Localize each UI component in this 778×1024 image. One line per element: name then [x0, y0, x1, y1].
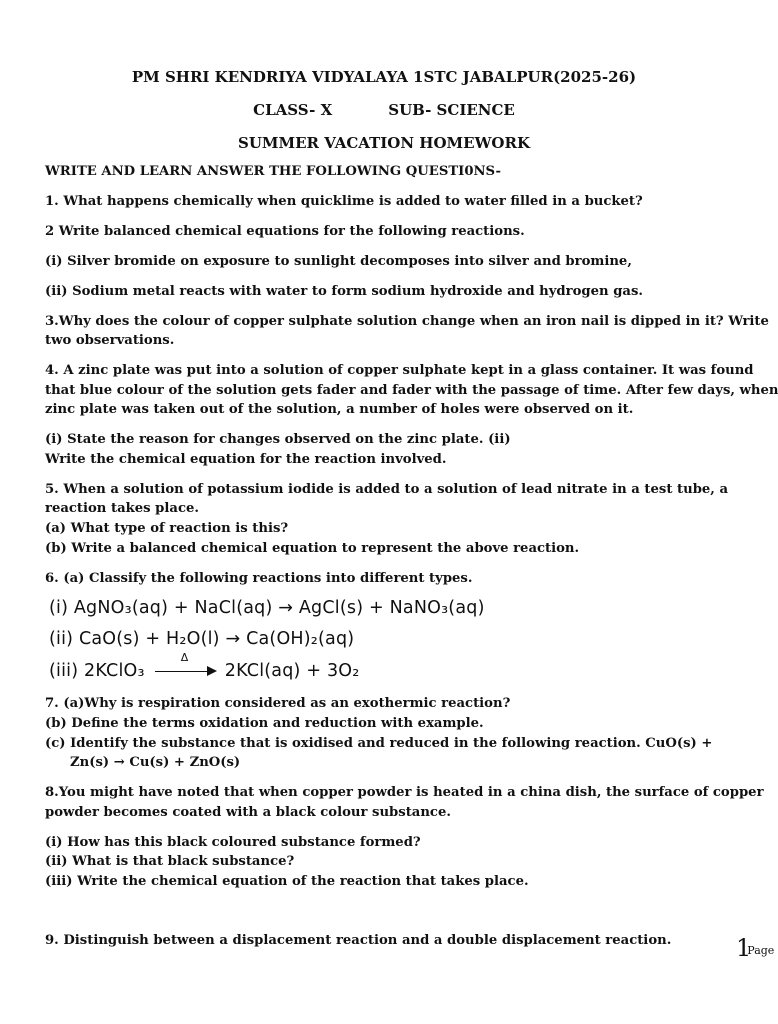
school-heading: PM SHRI KENDRIYA VIDYALAYA 1STC JABALPUR(2025-26) [131, 68, 637, 86]
question-7-part-b: (b) Define the terms oxidation and reduction with example. [45, 716, 484, 731]
question-4-line-2: that blue colour of the solution gets fader and fader with the passage of time. After few days, when [45, 383, 778, 398]
question-5-line-2: reaction takes place. [45, 501, 199, 516]
heat-arrow-icon [155, 651, 217, 678]
question-5-line-1: 5. When a solution of potassium iodide is added to a solution of lead nitrate in a test tube, a [45, 482, 729, 497]
question-2: 2 Write balanced chemical equations for the following reactions. [45, 224, 525, 239]
page-footer [736, 934, 778, 962]
question-3-line-1: 3.Why does the colour of copper sulphate solution change when an iron nail is dipped in it? Write [45, 314, 769, 329]
question-1: 1. What happens chemically when quicklime is added to water filled in a bucket? [45, 194, 643, 209]
subject-label: SUB- SCIENCE [388, 101, 515, 119]
equation-3-products: 2KCl(aq) + 3O₂ [224, 661, 360, 681]
question-7-part-c-equation: Zn(s) → Cu(s) + ZnO(s) [70, 755, 241, 770]
question-5-part-a: (a) What type of reaction is this? [45, 521, 289, 536]
question-2-part-i: (i) Silver bromide on exposure to sunlight decomposes into silver and bromine, [45, 254, 632, 269]
instruction: WRITE AND LEARN ANSWER THE FOLLOWING QUESTI0NS- [45, 164, 502, 179]
question-4-line-1: 4. A zinc plate was put into a solution of copper sulphate kept in a glass container. It was found [45, 363, 754, 378]
question-4-sub-2: Write the chemical equation for the reaction involved. [45, 452, 447, 467]
question-8-line-1: 8.You might have noted that when copper powder is heated in a china dish, the surface of copper [45, 785, 764, 800]
question-7-part-a: 7. (a)Why is respiration considered as an exothermic reaction? [45, 696, 511, 711]
class-label: CLASS- X [253, 101, 333, 119]
question-9: 9. Distinguish between a displacement reaction and a double displacement reaction. [45, 933, 672, 948]
homework-title: SUMMER VACATION HOMEWORK [238, 134, 530, 152]
heat-condition: Δ [180, 651, 189, 664]
equation-2: (ii) CaO(s) + H₂O(l) → Ca(OH)₂(aq) [49, 629, 355, 649]
question-8-line-2: powder becomes coated with a black colour substance. [45, 805, 451, 820]
page-word: Page [747, 944, 775, 957]
question-3-line-2: two observations. [45, 333, 175, 348]
equation-1: (i) AgNO₃(aq) + NaCl(aq) → AgCl(s) + NaNO₃(aq) [49, 598, 485, 618]
question-8-part-iii: (iii) Write the chemical equation of the reaction that takes place. [45, 874, 529, 889]
equation-3 [49, 651, 360, 681]
question-4-sub-1: (i) State the reason for changes observed on the zinc plate. (ii) [45, 432, 511, 447]
question-5-part-b: (b) Write a balanced chemical equation to represent the above reaction. [45, 541, 580, 556]
question-7-part-c: (c) Identify the substance that is oxidised and reduced in the following reaction. CuO(s) + [45, 736, 713, 751]
class-subject-line [0, 101, 768, 119]
question-6: 6. (a) Classify the following reactions into different types. [45, 571, 473, 586]
equation-3-reactant: (iii) 2KClO₃ [49, 661, 145, 681]
question-8-part-i: (i) How has this black coloured substance formed? [45, 835, 421, 850]
question-8-part-ii: (ii) What is that black substance? [45, 854, 295, 869]
question-2-part-ii: (ii) Sodium metal reacts with water to form sodium hydroxide and hydrogen gas. [45, 284, 643, 299]
question-4-line-3: zinc plate was taken out of the solution, a number of holes were observed on it. [45, 402, 634, 417]
page-number: 1 [736, 934, 752, 962]
